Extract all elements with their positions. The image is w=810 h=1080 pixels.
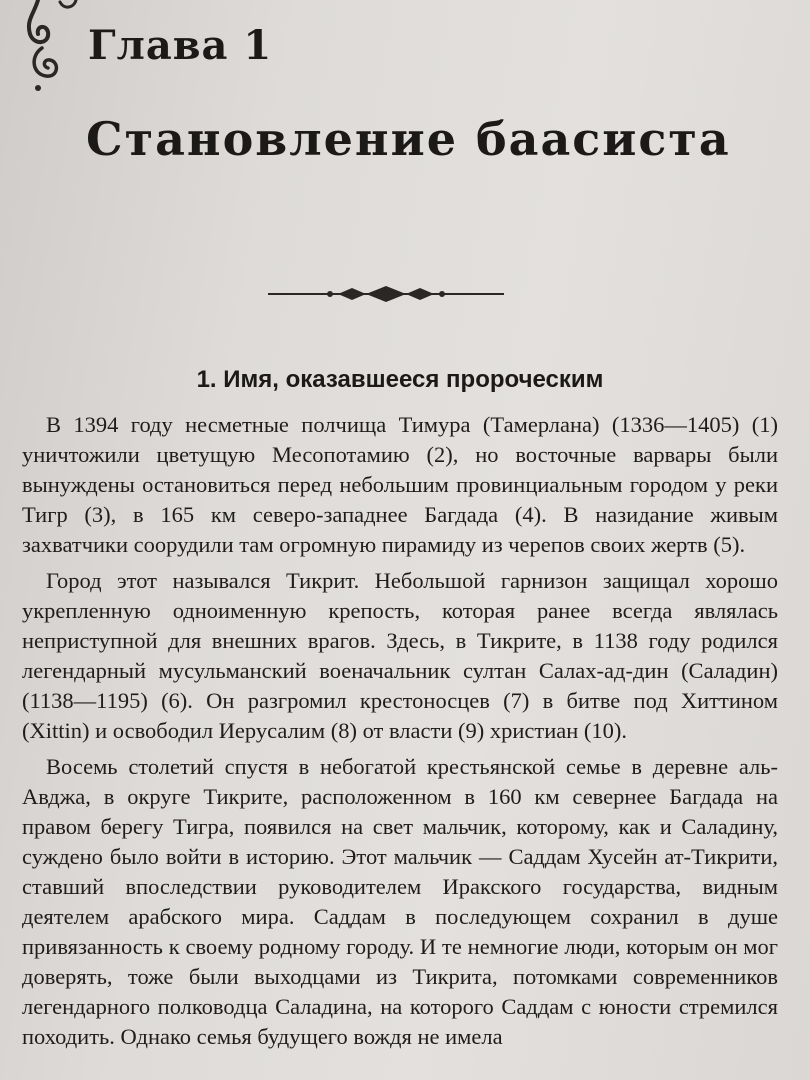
ornamental-divider-icon [268, 284, 504, 304]
section-heading: 1. Имя, оказавшееся пророческим [196, 366, 604, 393]
chapter-label: Глава 1 [88, 22, 273, 69]
paragraph: Город этот назывался Тикрит. Небольшой гарнизон защищал хорошо укрепленную одноименную крепость, которая ранее всегда являлась неприступной для внешних врагов. Здесь, в Тикрите, в 1138 году родился легендарный мусульманский военачальник султан Салах-ад-дин (Саладин) (1138—1195) (6). Он разгромил крестоносцев (7) в битве под Хиттином (Xittin) и освободил Иерусалим (8) от власти (9) христиан (10). [22, 568, 778, 743]
paragraph: Восемь столетий спустя в небогатой крестьянской семье в деревне аль-Авджа, в округе Тикрите, расположенном в 160 км севернее Багдада на правом берегу Тигра, появился на свет мальчик, которому, как и Саладину, суждено было войти в историю. Этот мальчик — Саддам Хусейн ат-Тикрити, ставший впоследствии руководителем Иракского государства, видным деятелем арабского мира. Саддам в последующем сохранил в душе привязанность к своему родному городу. И те немногие люди, которым он мог доверять, тоже были выходцами из Тикрита, потомками современников легендарного полководца Саладина, на которого Саддам с юности стремился походить. Однако семья будущего вождя не имела [22, 754, 778, 1049]
chapter-title: Становление баасиста [86, 112, 731, 166]
paragraph: В 1394 году несметные полчища Тимура (Тамерлана) (1336—1405) (1) уничтожили цветущую Месопотамию (2), но восточные варвары были вынуждены остановиться перед небольшим провинциальным городом у реки Тигр (3), в 165 км северо-западнее Багдада (4). В назидание живым захватчики соорудили там огромную пирамиду из черепов своих жертв (5). [22, 412, 778, 557]
corner-ornament-icon [20, 0, 80, 100]
body-text [22, 410, 778, 1052]
